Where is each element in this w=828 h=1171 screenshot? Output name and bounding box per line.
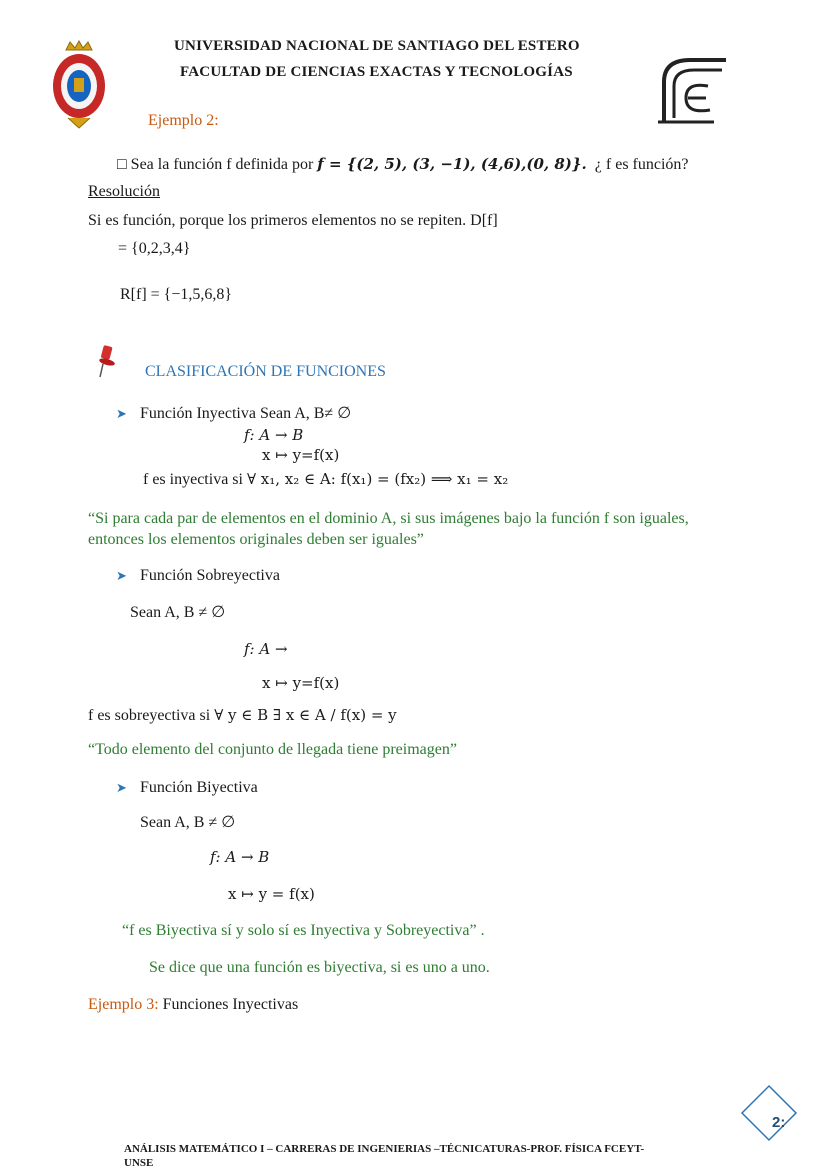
classification-title: CLASIFICACIÓN DE FUNCIONES — [145, 363, 386, 380]
injective-quote-line1: “Si para cada par de elementos en el dominio A, si sus imágenes bajo la función f son iguales, — [88, 510, 689, 527]
injective-heading-text: Función Inyectiva Sean A, B≠ ∅ — [140, 405, 352, 422]
statement-question: ¿ f es función? — [594, 156, 689, 173]
surjective-condition — [88, 706, 397, 725]
surjective-condition-text: f es sobreyectiva si — [88, 707, 211, 724]
injective-quote-line2: entonces los elementos originales deben ser iguales” — [88, 531, 424, 548]
bijective-heading — [116, 779, 258, 797]
injective-heading — [116, 403, 351, 423]
bullet-arrow-icon: ➤ — [116, 568, 127, 583]
statement-math: f = {(2, 5), (3, −1), (4,6),(0, 8)}. — [317, 155, 587, 173]
university-name: UNIVERSIDAD NACIONAL DE SANTIAGO DEL ESTERO — [174, 38, 580, 54]
page-number-badge — [740, 1084, 798, 1142]
bijective-map1: f: A → B — [210, 848, 270, 866]
surjective-map1: f: A → — [244, 640, 288, 658]
footer-line1: ANÁLISIS MATEMÁTICO I – CARRERAS DE INGENIERIAS –TÉCNICATURAS-PROF. FÍSICA FCEYT- — [124, 1143, 645, 1155]
statement-text: Sea la función f definida por — [126, 156, 318, 173]
bijective-note: Se dice que una función es biyectiva, si es uno a uno. — [149, 959, 490, 976]
pushpin-icon — [96, 344, 118, 378]
bullet-arrow-icon: ➤ — [116, 780, 127, 795]
bijective-sets: Sean A, B ≠ ∅ — [140, 814, 236, 831]
surjective-map2: x ↦ y=f(x) — [262, 674, 340, 692]
university-crest-logo — [48, 40, 110, 130]
surjective-sets: Sean A, B ≠ ∅ — [130, 604, 226, 621]
bullet-arrow-icon: ➤ — [116, 406, 127, 421]
example3-text: Funciones Inyectivas — [158, 996, 299, 1013]
bijective-quote: “f es Biyectiva sí y solo sí es Inyectiva y Sobreyectiva” . — [122, 922, 485, 939]
surjective-heading — [116, 567, 280, 585]
footer-line2: UNSE — [124, 1157, 154, 1169]
checkbox-glyph-icon: □ — [117, 156, 127, 173]
range-set: R[f] = {−1,5,6,8} — [120, 286, 233, 303]
example2-statement — [117, 155, 689, 174]
injective-condition-text: f es inyectiva si — [143, 471, 243, 488]
injective-map2: x ↦ y=f(x) — [262, 446, 340, 464]
injective-condition — [143, 470, 508, 489]
faculty-name: FACULTAD DE CIENCIAS EXACTAS Y TECNOLOGÍAS — [180, 64, 573, 80]
resolution-line1: Si es función, porque los primeros elementos no se repiten. D[f] — [88, 212, 498, 229]
example3 — [88, 996, 298, 1014]
resolution-line2: = {0,2,3,4} — [118, 240, 191, 257]
surjective-quote: “Todo elemento del conjunto de llegada tiene preimagen” — [88, 741, 457, 758]
bijective-heading-text: Función Biyectiva — [140, 779, 258, 796]
example3-label: Ejemplo 3: — [88, 996, 159, 1013]
surjective-condition-math: ∀ y ∈ B ∃ x ∈ A / f(x) = y — [214, 706, 397, 724]
faculty-logo — [656, 52, 732, 124]
injective-condition-math: ∀ x₁, x₂ ∈ A: f(x₁) = (fx₂) ⟹ x₁ = x₂ — [246, 470, 509, 488]
example2-title: Ejemplo 2: — [148, 112, 219, 129]
resolution-label: Resolución — [88, 183, 160, 200]
injective-map1: f: A → B — [244, 426, 304, 444]
surjective-heading-text: Función Sobreyectiva — [140, 567, 280, 584]
page-number: 2: — [772, 1114, 786, 1131]
bijective-map2: x ↦ y = f(x) — [228, 885, 315, 903]
